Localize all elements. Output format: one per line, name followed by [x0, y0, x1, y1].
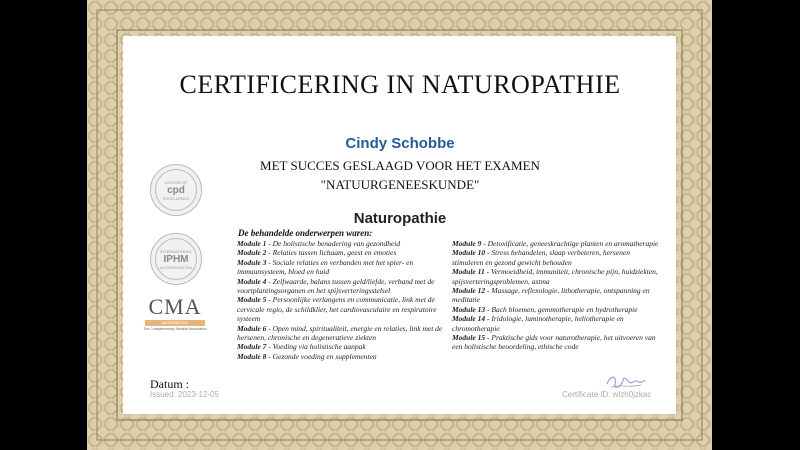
module-item: [452, 305, 662, 314]
module-label: Module 8: [237, 351, 267, 361]
module-text: - Iridologie, luminotherapie, heliotherapie en chromotherapie: [452, 314, 624, 333]
signature: [605, 372, 647, 392]
module-text: - Persoonlijke verlangens en communicatie, link met de cervicale regio, de schildklier, het cardiovasculaire en respiratoire systeem: [237, 295, 437, 324]
module-label: Module 7: [237, 342, 267, 352]
module-text: - Praktische gids voor naturotherapie, het uitvoeren van een holistische beoordeling, ethische code: [452, 333, 656, 352]
module-text: - Relaties tussen lichaam, geest en emoties: [266, 248, 397, 258]
module-label: Module 9: [452, 239, 482, 248]
iphm-badge-top: INTERNATIONAL: [160, 248, 192, 254]
module-text: - Gezonde voeding en supplementen: [266, 351, 377, 361]
certificate-title: CERTIFICERING IN NATUROPATHIE: [179, 70, 621, 99]
recipient-name: Cindy Schobbe: [345, 135, 455, 152]
module-item: [237, 324, 445, 343]
module-label: Module 11: [452, 267, 485, 277]
module-label: Module 1: [237, 239, 267, 248]
module-item: [237, 248, 445, 257]
iphm-badge: [150, 233, 202, 285]
modules-left-column: [237, 239, 445, 361]
module-item: [237, 352, 445, 361]
cma-logo: [136, 295, 214, 343]
cpd-badge-top: CENTRE OF: [164, 179, 188, 185]
cma-caption: The Complementary Medical Association: [143, 327, 207, 331]
iphm-badge-bottom: ACCREDITATION: [159, 264, 193, 270]
module-item: [237, 342, 445, 351]
module-text: - Detoxificatie, geneeskrachtige planten en aromatherapie: [481, 239, 659, 248]
module-label: Module 5: [237, 295, 267, 305]
module-item: [237, 258, 445, 277]
module-item: [452, 286, 662, 305]
module-text: - Stress behandelen, slaap verbeteren, hersenen stimuleren en gezond gewicht behouden: [452, 248, 630, 267]
statement-line-2: "NATUURGENEESKUNDE": [320, 177, 480, 192]
module-text: - Massage, reflexologie, lithotherapie, ontspanning en meditatie: [452, 286, 650, 305]
module-item: [237, 277, 445, 296]
cpd-badge-bottom: EXCELLENCE: [162, 195, 190, 201]
cma-accredited-bar: ACCREDITED: [145, 320, 205, 326]
module-item: [452, 239, 662, 248]
module-label: Module 6: [237, 323, 267, 333]
module-label: Module 12: [452, 286, 486, 296]
module-text: - Bach bloemen, gemmotherapie en hydrotherapie: [485, 304, 638, 314]
module-label: Module 2: [237, 248, 267, 258]
module-label: Module 14: [452, 314, 486, 324]
module-label: Module 10: [452, 248, 486, 258]
subject-heading: Naturopathie: [353, 210, 447, 227]
cpd-badge-text: cpd: [167, 184, 185, 196]
module-item: [452, 314, 662, 333]
module-label: Module 3: [237, 257, 267, 267]
module-item: [452, 333, 662, 352]
module-text: - Sociale relaties en verbanden met het spier- en immuunsysteem, bloed en huid: [237, 257, 414, 277]
date-label: Datum :: [150, 377, 189, 391]
modules-right-column: [452, 239, 662, 352]
module-text: - Vermoeidheid, immuniteit, chronische pijn, huidziekten, spijsverteringsproblemen, astma: [452, 267, 658, 286]
module-item: [237, 239, 445, 248]
topics-heading: De behandelde onderwerpen waren:: [238, 228, 373, 238]
module-label: Module 13: [452, 304, 486, 314]
cpd-badge: [150, 164, 202, 216]
module-label: Module 15: [452, 333, 486, 343]
module-label: Module 4: [237, 276, 267, 286]
certificate-id: Certificate ID: wlzh0jzkac: [562, 390, 652, 399]
module-item: [452, 248, 662, 267]
iphm-badge-text: IPHM: [163, 253, 189, 265]
issued-date: Issued: 2023-12-05: [150, 390, 219, 399]
cma-logo-text: CMA: [148, 294, 202, 319]
module-text: - Voeding via holistische aanpak: [266, 342, 366, 352]
module-item: [237, 295, 445, 323]
module-text: - De holistische benadering van gezondheid: [266, 239, 401, 248]
module-item: [452, 267, 662, 286]
module-text: - Open mind, spiritualiteit, energie en relaties, link met de hersenen, chronische en degeneratieve ziekten: [237, 323, 443, 343]
statement-line-1: MET SUCCES GESLAAGD VOOR HET EXAMEN: [260, 158, 540, 173]
module-text: - Zelfwaarde, balans tussen geld/liefde, verband met de voortplantingsorganen en het spijsverteringsstelsel: [237, 276, 435, 296]
